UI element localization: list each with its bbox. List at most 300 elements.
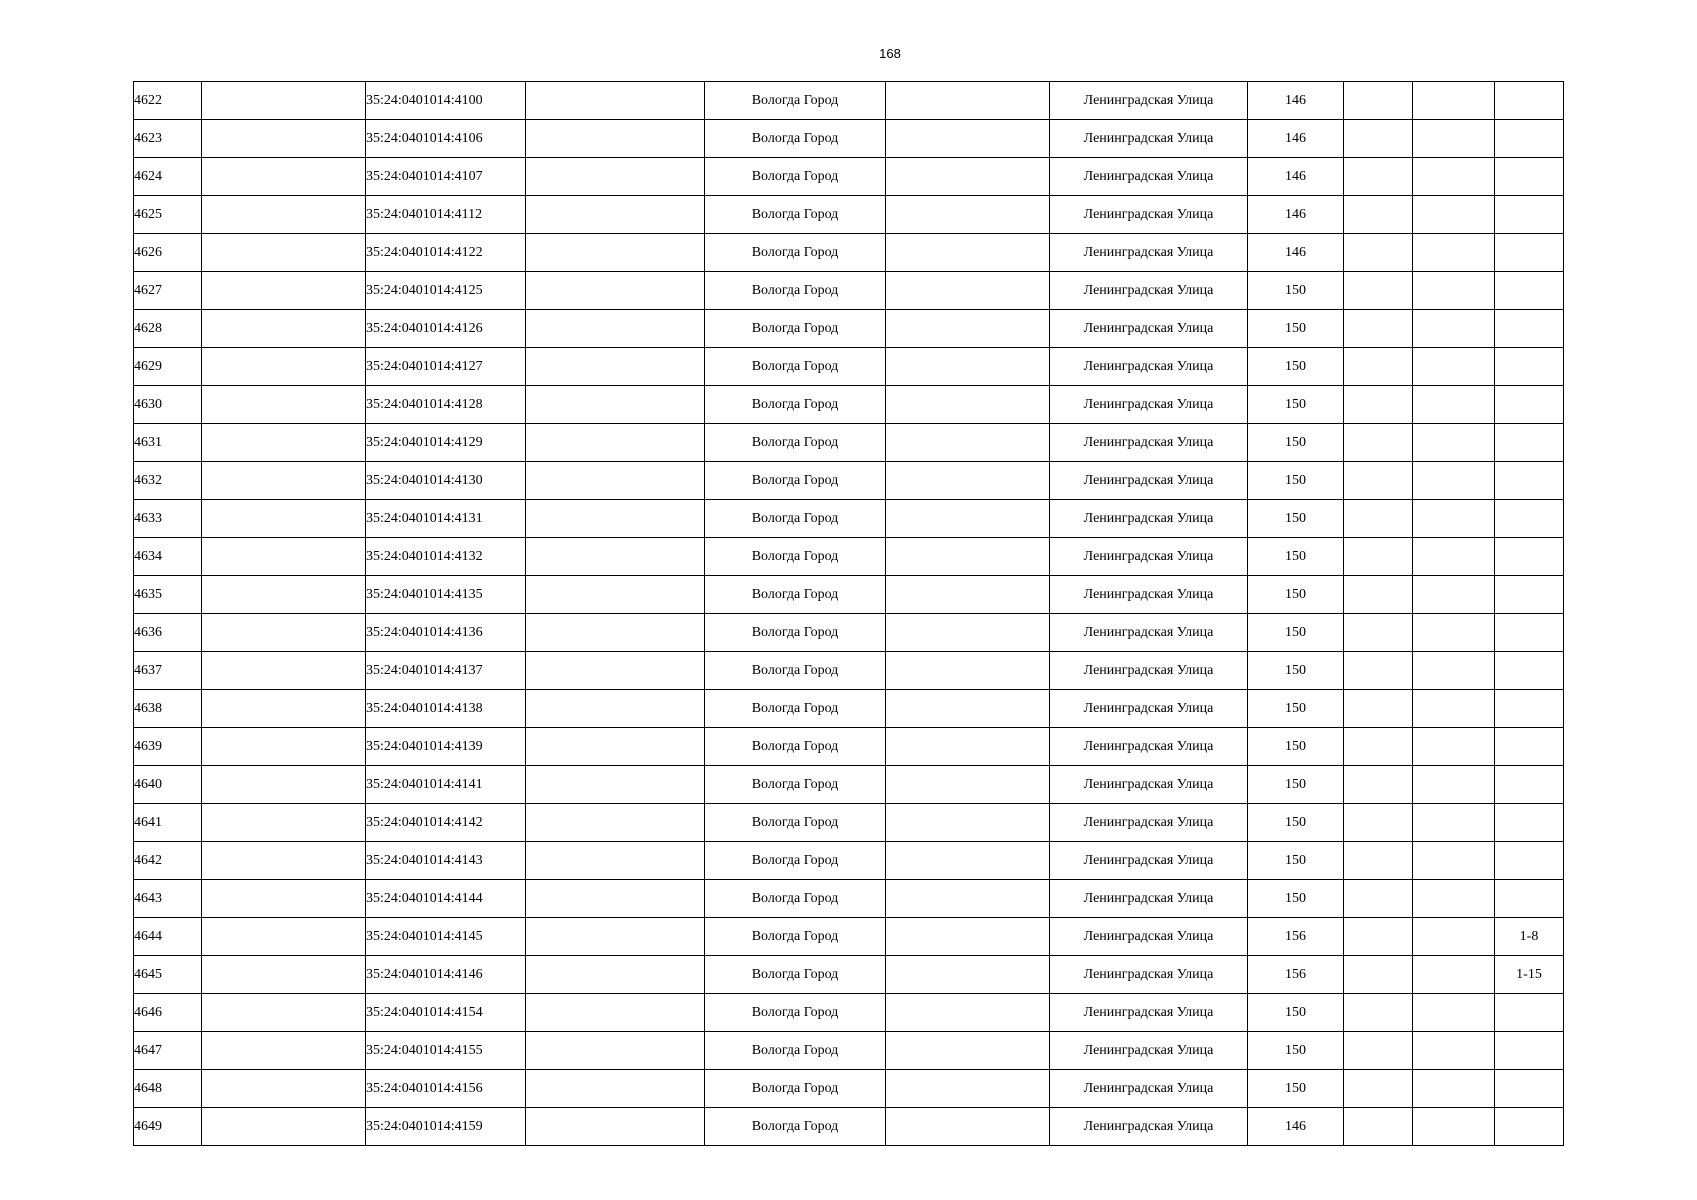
city-cell: Вологда Город — [705, 652, 886, 690]
city-cell: Вологда Город — [705, 1070, 886, 1108]
house-number-cell: 150 — [1248, 424, 1344, 462]
empty-cell — [886, 652, 1050, 690]
house-number-cell: 150 — [1248, 652, 1344, 690]
empty-cell — [886, 234, 1050, 272]
city-cell: Вологда Город — [705, 690, 886, 728]
empty-cell — [886, 766, 1050, 804]
empty-cell — [1413, 120, 1495, 158]
empty-cell — [1344, 842, 1413, 880]
row-number-cell: 4636 — [134, 614, 202, 652]
city-cell: Вологда Город — [705, 1032, 886, 1070]
empty-cell — [1344, 994, 1413, 1032]
table-row — [134, 576, 1564, 614]
empty-cell — [202, 120, 366, 158]
street-cell: Ленинградская Улица — [1050, 652, 1248, 690]
cadastral-number-cell: 35:24:0401014:4141 — [366, 766, 526, 804]
empty-cell — [1413, 158, 1495, 196]
empty-cell — [526, 804, 705, 842]
empty-cell — [1413, 842, 1495, 880]
city-cell: Вологда Город — [705, 424, 886, 462]
empty-cell — [1413, 348, 1495, 386]
cadastral-number-cell: 35:24:0401014:4127 — [366, 348, 526, 386]
empty-cell — [886, 614, 1050, 652]
street-cell: Ленинградская Улица — [1050, 728, 1248, 766]
empty-cell — [202, 158, 366, 196]
apartment-cell — [1495, 728, 1564, 766]
city-cell: Вологда Город — [705, 728, 886, 766]
empty-cell — [202, 82, 366, 120]
house-number-cell: 150 — [1248, 310, 1344, 348]
row-number-cell: 4646 — [134, 994, 202, 1032]
city-cell: Вологда Город — [705, 1108, 886, 1146]
street-cell: Ленинградская Улица — [1050, 424, 1248, 462]
row-number-cell: 4644 — [134, 918, 202, 956]
city-cell: Вологда Город — [705, 234, 886, 272]
street-cell: Ленинградская Улица — [1050, 1070, 1248, 1108]
city-cell: Вологда Город — [705, 614, 886, 652]
empty-cell — [526, 690, 705, 728]
empty-cell — [202, 690, 366, 728]
apartment-cell — [1495, 1032, 1564, 1070]
empty-cell — [1413, 690, 1495, 728]
empty-cell — [526, 424, 705, 462]
table-row — [134, 348, 1564, 386]
row-number-cell: 4637 — [134, 652, 202, 690]
empty-cell — [526, 956, 705, 994]
table-row — [134, 272, 1564, 310]
empty-cell — [1344, 158, 1413, 196]
table-row — [134, 956, 1564, 994]
empty-cell — [526, 500, 705, 538]
empty-cell — [526, 576, 705, 614]
table-row — [134, 196, 1564, 234]
apartment-cell — [1495, 82, 1564, 120]
street-cell: Ленинградская Улица — [1050, 196, 1248, 234]
empty-cell — [202, 538, 366, 576]
empty-cell — [1344, 234, 1413, 272]
empty-cell — [886, 918, 1050, 956]
house-number-cell: 150 — [1248, 804, 1344, 842]
cadastral-number-cell: 35:24:0401014:4106 — [366, 120, 526, 158]
apartment-cell — [1495, 348, 1564, 386]
cadastral-number-cell: 35:24:0401014:4136 — [366, 614, 526, 652]
empty-cell — [202, 880, 366, 918]
row-number-cell: 4645 — [134, 956, 202, 994]
empty-cell — [526, 158, 705, 196]
empty-cell — [1413, 918, 1495, 956]
empty-cell — [1344, 652, 1413, 690]
street-cell: Ленинградская Улица — [1050, 272, 1248, 310]
city-cell: Вологда Город — [705, 462, 886, 500]
empty-cell — [202, 196, 366, 234]
apartment-cell — [1495, 234, 1564, 272]
empty-cell — [886, 804, 1050, 842]
house-number-cell: 150 — [1248, 1070, 1344, 1108]
row-number-cell: 4643 — [134, 880, 202, 918]
cadastral-number-cell: 35:24:0401014:4137 — [366, 652, 526, 690]
cadastral-number-cell: 35:24:0401014:4143 — [366, 842, 526, 880]
empty-cell — [1413, 728, 1495, 766]
city-cell: Вологда Город — [705, 538, 886, 576]
cadastral-number-cell: 35:24:0401014:4125 — [366, 272, 526, 310]
empty-cell — [886, 120, 1050, 158]
empty-cell — [1413, 804, 1495, 842]
row-number-cell: 4623 — [134, 120, 202, 158]
row-number-cell: 4627 — [134, 272, 202, 310]
apartment-cell — [1495, 576, 1564, 614]
street-cell: Ленинградская Улица — [1050, 310, 1248, 348]
table-row — [134, 158, 1564, 196]
empty-cell — [1413, 310, 1495, 348]
cadastral-number-cell: 35:24:0401014:4107 — [366, 158, 526, 196]
empty-cell — [886, 310, 1050, 348]
table-row — [134, 120, 1564, 158]
empty-cell — [1344, 462, 1413, 500]
table-row — [134, 804, 1564, 842]
empty-cell — [886, 82, 1050, 120]
street-cell: Ленинградская Улица — [1050, 956, 1248, 994]
empty-cell — [886, 994, 1050, 1032]
apartment-cell — [1495, 538, 1564, 576]
city-cell: Вологда Город — [705, 576, 886, 614]
house-number-cell: 150 — [1248, 994, 1344, 1032]
empty-cell — [526, 728, 705, 766]
row-number-cell: 4632 — [134, 462, 202, 500]
house-number-cell: 146 — [1248, 120, 1344, 158]
empty-cell — [1344, 538, 1413, 576]
empty-cell — [1344, 424, 1413, 462]
empty-cell — [1344, 1108, 1413, 1146]
empty-cell — [202, 576, 366, 614]
table-row — [134, 538, 1564, 576]
street-cell: Ленинградская Улица — [1050, 614, 1248, 652]
empty-cell — [202, 728, 366, 766]
street-cell: Ленинградская Улица — [1050, 766, 1248, 804]
street-cell: Ленинградская Улица — [1050, 462, 1248, 500]
empty-cell — [526, 1108, 705, 1146]
street-cell: Ленинградская Улица — [1050, 234, 1248, 272]
apartment-cell — [1495, 196, 1564, 234]
street-cell: Ленинградская Улица — [1050, 918, 1248, 956]
city-cell: Вологда Город — [705, 842, 886, 880]
table-row — [134, 386, 1564, 424]
empty-cell — [886, 424, 1050, 462]
cadastral-number-cell: 35:24:0401014:4145 — [366, 918, 526, 956]
empty-cell — [526, 272, 705, 310]
row-number-cell: 4630 — [134, 386, 202, 424]
house-number-cell: 150 — [1248, 614, 1344, 652]
empty-cell — [202, 424, 366, 462]
street-cell: Ленинградская Улица — [1050, 804, 1248, 842]
empty-cell — [1413, 880, 1495, 918]
apartment-cell: 1-8 — [1495, 918, 1564, 956]
cadastral-number-cell: 35:24:0401014:4130 — [366, 462, 526, 500]
empty-cell — [1344, 918, 1413, 956]
empty-cell — [1413, 956, 1495, 994]
empty-cell — [1413, 652, 1495, 690]
house-number-cell: 150 — [1248, 576, 1344, 614]
city-cell: Вологда Город — [705, 120, 886, 158]
empty-cell — [526, 1070, 705, 1108]
cadastral-number-cell: 35:24:0401014:4112 — [366, 196, 526, 234]
empty-cell — [1344, 1070, 1413, 1108]
house-number-cell: 150 — [1248, 728, 1344, 766]
house-number-cell: 150 — [1248, 500, 1344, 538]
street-cell: Ленинградская Улица — [1050, 842, 1248, 880]
apartment-cell — [1495, 386, 1564, 424]
empty-cell — [886, 690, 1050, 728]
apartment-cell: 1-15 — [1495, 956, 1564, 994]
empty-cell — [1413, 386, 1495, 424]
empty-cell — [1344, 576, 1413, 614]
empty-cell — [886, 500, 1050, 538]
table-row — [134, 880, 1564, 918]
empty-cell — [1413, 462, 1495, 500]
empty-cell — [886, 462, 1050, 500]
cadastral-number-cell: 35:24:0401014:4142 — [366, 804, 526, 842]
empty-cell — [1344, 690, 1413, 728]
apartment-cell — [1495, 880, 1564, 918]
empty-cell — [1413, 1070, 1495, 1108]
row-number-cell: 4638 — [134, 690, 202, 728]
house-number-cell: 150 — [1248, 386, 1344, 424]
empty-cell — [526, 120, 705, 158]
cadastral-number-cell: 35:24:0401014:4155 — [366, 1032, 526, 1070]
table-row — [134, 918, 1564, 956]
row-number-cell: 4626 — [134, 234, 202, 272]
house-number-cell: 150 — [1248, 462, 1344, 500]
registry-table — [133, 81, 1564, 1146]
empty-cell — [526, 348, 705, 386]
empty-cell — [202, 614, 366, 652]
cadastral-number-cell: 35:24:0401014:4126 — [366, 310, 526, 348]
apartment-cell — [1495, 842, 1564, 880]
empty-cell — [1413, 500, 1495, 538]
empty-cell — [526, 918, 705, 956]
street-cell: Ленинградская Улица — [1050, 120, 1248, 158]
empty-cell — [1344, 120, 1413, 158]
cadastral-number-cell: 35:24:0401014:4156 — [366, 1070, 526, 1108]
empty-cell — [526, 1032, 705, 1070]
page-number: 168 — [879, 46, 901, 61]
empty-cell — [202, 272, 366, 310]
city-cell: Вологда Город — [705, 956, 886, 994]
row-number-cell: 4629 — [134, 348, 202, 386]
cadastral-number-cell: 35:24:0401014:4129 — [366, 424, 526, 462]
empty-cell — [526, 386, 705, 424]
empty-cell — [886, 728, 1050, 766]
empty-cell — [886, 1032, 1050, 1070]
empty-cell — [1413, 1108, 1495, 1146]
empty-cell — [526, 310, 705, 348]
empty-cell — [202, 462, 366, 500]
row-number-cell: 4649 — [134, 1108, 202, 1146]
empty-cell — [202, 956, 366, 994]
empty-cell — [886, 1108, 1050, 1146]
empty-cell — [202, 842, 366, 880]
empty-cell — [1344, 766, 1413, 804]
empty-cell — [526, 994, 705, 1032]
street-cell: Ленинградская Улица — [1050, 576, 1248, 614]
empty-cell — [886, 158, 1050, 196]
empty-cell — [1344, 310, 1413, 348]
cadastral-number-cell: 35:24:0401014:4132 — [366, 538, 526, 576]
city-cell: Вологда Город — [705, 348, 886, 386]
cadastral-number-cell: 35:24:0401014:4131 — [366, 500, 526, 538]
cadastral-number-cell: 35:24:0401014:4146 — [366, 956, 526, 994]
empty-cell — [1344, 272, 1413, 310]
empty-cell — [526, 196, 705, 234]
row-number-cell: 4628 — [134, 310, 202, 348]
row-number-cell: 4639 — [134, 728, 202, 766]
apartment-cell — [1495, 804, 1564, 842]
empty-cell — [526, 234, 705, 272]
empty-cell — [886, 348, 1050, 386]
street-cell: Ленинградская Улица — [1050, 158, 1248, 196]
cadastral-number-cell: 35:24:0401014:4138 — [366, 690, 526, 728]
street-cell: Ленинградская Улица — [1050, 386, 1248, 424]
table-row — [134, 310, 1564, 348]
table-row — [134, 82, 1564, 120]
empty-cell — [1344, 804, 1413, 842]
apartment-cell — [1495, 614, 1564, 652]
street-cell: Ленинградская Улица — [1050, 690, 1248, 728]
house-number-cell: 150 — [1248, 880, 1344, 918]
house-number-cell: 146 — [1248, 82, 1344, 120]
house-number-cell: 150 — [1248, 538, 1344, 576]
cadastral-number-cell: 35:24:0401014:4144 — [366, 880, 526, 918]
empty-cell — [1413, 196, 1495, 234]
row-number-cell: 4624 — [134, 158, 202, 196]
empty-cell — [202, 766, 366, 804]
table-row — [134, 842, 1564, 880]
empty-cell — [886, 842, 1050, 880]
empty-cell — [1413, 766, 1495, 804]
apartment-cell — [1495, 652, 1564, 690]
empty-cell — [1344, 348, 1413, 386]
cadastral-number-cell: 35:24:0401014:4122 — [366, 234, 526, 272]
empty-cell — [1344, 1032, 1413, 1070]
house-number-cell: 156 — [1248, 918, 1344, 956]
house-number-cell: 146 — [1248, 234, 1344, 272]
empty-cell — [202, 1032, 366, 1070]
apartment-cell — [1495, 1108, 1564, 1146]
empty-cell — [1344, 728, 1413, 766]
empty-cell — [526, 652, 705, 690]
empty-cell — [526, 462, 705, 500]
cadastral-number-cell: 35:24:0401014:4128 — [366, 386, 526, 424]
empty-cell — [1344, 386, 1413, 424]
cadastral-number-cell: 35:24:0401014:4159 — [366, 1108, 526, 1146]
empty-cell — [202, 652, 366, 690]
house-number-cell: 146 — [1248, 1108, 1344, 1146]
empty-cell — [886, 880, 1050, 918]
apartment-cell — [1495, 424, 1564, 462]
city-cell: Вологда Город — [705, 918, 886, 956]
apartment-cell — [1495, 500, 1564, 538]
cadastral-number-cell: 35:24:0401014:4135 — [366, 576, 526, 614]
empty-cell — [886, 386, 1050, 424]
row-number-cell: 4625 — [134, 196, 202, 234]
empty-cell — [202, 386, 366, 424]
city-cell: Вологда Город — [705, 196, 886, 234]
empty-cell — [886, 538, 1050, 576]
empty-cell — [886, 272, 1050, 310]
table-row — [134, 1032, 1564, 1070]
row-number-cell: 4633 — [134, 500, 202, 538]
city-cell: Вологда Город — [705, 994, 886, 1032]
row-number-cell: 4648 — [134, 1070, 202, 1108]
empty-cell — [1344, 500, 1413, 538]
table-row — [134, 424, 1564, 462]
city-cell: Вологда Город — [705, 386, 886, 424]
house-number-cell: 146 — [1248, 158, 1344, 196]
apartment-cell — [1495, 766, 1564, 804]
street-cell: Ленинградская Улица — [1050, 1108, 1248, 1146]
empty-cell — [1344, 880, 1413, 918]
apartment-cell — [1495, 1070, 1564, 1108]
city-cell: Вологда Город — [705, 310, 886, 348]
empty-cell — [202, 1108, 366, 1146]
table-row — [134, 652, 1564, 690]
empty-cell — [202, 234, 366, 272]
city-cell: Вологда Город — [705, 500, 886, 538]
empty-cell — [1413, 994, 1495, 1032]
empty-cell — [202, 804, 366, 842]
empty-cell — [526, 614, 705, 652]
row-number-cell: 4647 — [134, 1032, 202, 1070]
row-number-cell: 4640 — [134, 766, 202, 804]
table-row — [134, 690, 1564, 728]
apartment-cell — [1495, 158, 1564, 196]
empty-cell — [202, 994, 366, 1032]
street-cell: Ленинградская Улица — [1050, 538, 1248, 576]
street-cell: Ленинградская Улица — [1050, 348, 1248, 386]
empty-cell — [886, 196, 1050, 234]
empty-cell — [1344, 614, 1413, 652]
row-number-cell: 4642 — [134, 842, 202, 880]
empty-cell — [1413, 424, 1495, 462]
street-cell: Ленинградская Улица — [1050, 1032, 1248, 1070]
cadastral-number-cell: 35:24:0401014:4154 — [366, 994, 526, 1032]
house-number-cell: 146 — [1248, 196, 1344, 234]
empty-cell — [202, 348, 366, 386]
registry-body — [134, 82, 1564, 1146]
row-number-cell: 4634 — [134, 538, 202, 576]
row-number-cell: 4635 — [134, 576, 202, 614]
empty-cell — [202, 918, 366, 956]
cadastral-number-cell: 35:24:0401014:4100 — [366, 82, 526, 120]
city-cell: Вологда Город — [705, 82, 886, 120]
empty-cell — [202, 500, 366, 538]
house-number-cell: 150 — [1248, 1032, 1344, 1070]
empty-cell — [526, 538, 705, 576]
empty-cell — [886, 1070, 1050, 1108]
empty-cell — [202, 1070, 366, 1108]
empty-cell — [1413, 272, 1495, 310]
row-number-cell: 4641 — [134, 804, 202, 842]
empty-cell — [526, 842, 705, 880]
empty-cell — [886, 956, 1050, 994]
house-number-cell: 150 — [1248, 842, 1344, 880]
street-cell: Ленинградская Улица — [1050, 82, 1248, 120]
table-row — [134, 994, 1564, 1032]
cadastral-number-cell: 35:24:0401014:4139 — [366, 728, 526, 766]
empty-cell — [1413, 1032, 1495, 1070]
apartment-cell — [1495, 272, 1564, 310]
empty-cell — [1344, 82, 1413, 120]
city-cell: Вологда Город — [705, 804, 886, 842]
